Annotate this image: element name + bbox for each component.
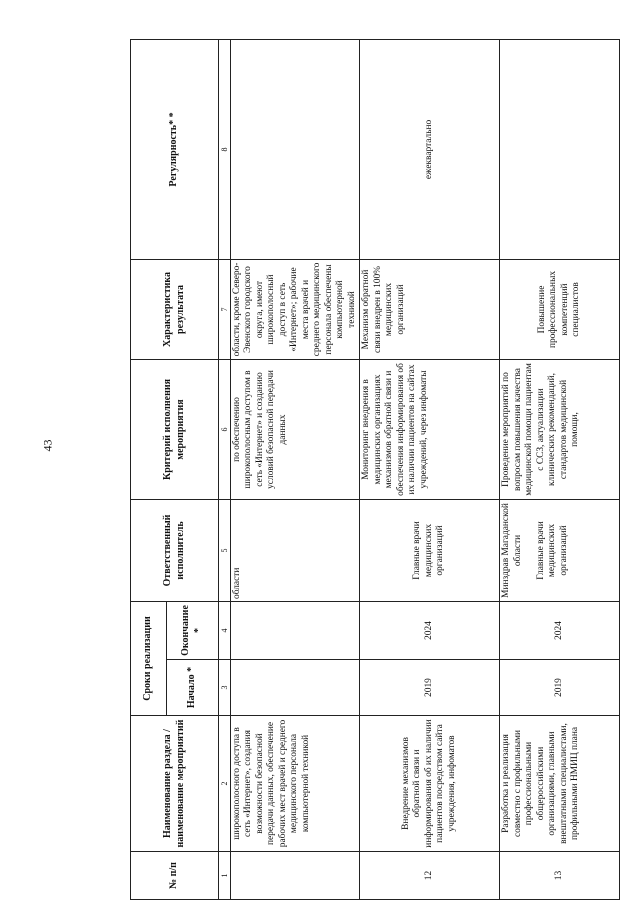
page-number: 43 (40, 439, 55, 452)
row-num: 13 (500, 852, 620, 900)
row-end: 2024 (500, 601, 620, 659)
measures-table (130, 39, 620, 900)
row-regularity (500, 39, 620, 259)
row-executor: Минздрав Магаданской области Главные врачи медицинских организаций (500, 499, 620, 601)
row-num (231, 852, 360, 900)
row-result: Механизм обратной связи внедрен в 100% медицинских организаций (360, 259, 500, 359)
row-regularity: ежеквартально (360, 39, 500, 259)
row-name: широкополосного доступа в сеть «Интернет», создания возможности безопасной передачи данных, обеспечение рабочих мест врачей и среднего медицинского персонала компьютерной техникой (231, 716, 360, 852)
table-row (360, 39, 500, 899)
column-number: 3 (219, 660, 231, 716)
row-end: 2024 (360, 601, 500, 659)
row-start: 2019 (360, 660, 500, 716)
row-executor: области (231, 499, 360, 601)
row-result: Повышение профессиональных компетенций специалистов (500, 259, 620, 359)
column-number: 7 (219, 259, 231, 359)
header-name: Наименование раздела /наименование мероприятий (131, 716, 219, 852)
rotated-table-sheet (130, 40, 582, 900)
row-criterion: по обеспечению широкополосным доступом в сеть «Интернет» и созданию условий безопасной передачи данных (231, 359, 360, 499)
row-start (231, 660, 360, 716)
column-number: 1 (219, 852, 231, 900)
column-number: 5 (219, 499, 231, 601)
row-executor: Главные врачи медицинских организаций (360, 499, 500, 601)
row-criterion: Мониторинг внедрения в медицинских организациях механизмов обратной связи и обеспечения информирования об их наличии пациентов на сайтах учреждений, через инфоматы (360, 359, 500, 499)
row-result: области, кроме Северо-Эвенского городского округа, имеют широкополосный доступ в сеть «Интернет»; рабочие места врачей и среднего медицинского персонала обеспечены компьютерной техникой (231, 259, 360, 359)
header-end: Окончание * (167, 601, 219, 659)
header-num: № п/п (131, 852, 219, 900)
row-criterion: Проведение мероприятий по вопросам повышения качества медицинской помощи пациентам с ССЗ, актуализации клинических рекомендаций, стандартов медицинской помощи, (500, 359, 620, 499)
table-row (500, 39, 620, 899)
column-number: 4 (219, 601, 231, 659)
column-number: 6 (219, 359, 231, 499)
row-end (231, 601, 360, 659)
table-row (231, 39, 360, 899)
column-number: 2 (219, 716, 231, 852)
header-criterion: Критерий исполнения мероприятия (131, 359, 219, 499)
row-name: Разработка и реализация совместно с профильными профессиональными общероссийскими организациями, главными внештатными специалистами, профильными НМИЦ плана (500, 716, 620, 852)
row-num: 12 (360, 852, 500, 900)
column-number: 8 (219, 39, 231, 259)
header-period: Сроки реализации (131, 601, 167, 715)
header-regularity: Регулярность* * (131, 39, 219, 259)
header-executor: Ответственный исполнитель (131, 499, 219, 601)
row-regularity (231, 39, 360, 259)
header-result: Характеристика результата (131, 259, 219, 359)
row-name: Внедрение механизмов обратной связи и информирования об их наличии пациентов посредством сайта учреждения, инфоматов (360, 716, 500, 852)
header-start: Начало * (167, 660, 219, 716)
row-start: 2019 (500, 660, 620, 716)
